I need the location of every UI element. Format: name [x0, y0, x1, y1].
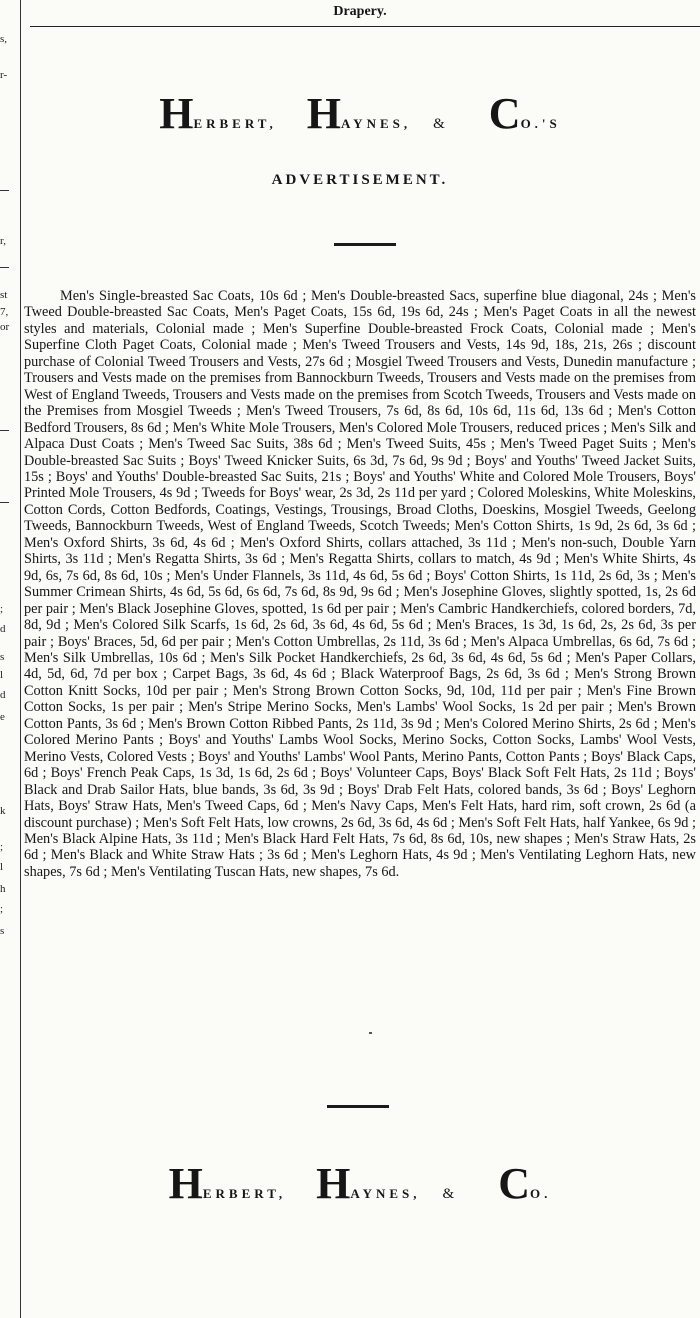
name-part: AYNES, — [340, 116, 412, 131]
margin-fragment: d — [0, 690, 6, 701]
margin-fragment: s, — [0, 34, 8, 45]
margin-rule — [0, 190, 9, 191]
header-rule — [30, 26, 700, 27]
margin-fragment: 7, — [0, 307, 9, 318]
name-part: ERBERT, — [202, 1186, 287, 1201]
left-column-strip — [0, 0, 21, 1318]
advertiser-name-bottom — [20, 1159, 700, 1208]
margin-rule — [0, 502, 9, 503]
advertisement-body: Men's Single-breasted Sac Coats, 10s 6d ; Men's Double-breasted Sacs, superfine blue diagonal, 24s ; Men's Tweed Double-breasted Sac Coats, Men's Paget Coats, 15s 6d, 19s 6d, 24s ; Men's Paget Coats in all the newest styles and materials, Colonial made ; Men's Superfine Double-breasted Frock Coats, Colonial made ; Men's Superfine Cloth Paget Coats, Colonial made ; Men's Tweed Trousers and Vests, 14s 9d, 18s, 21s, 26s ; discount purchase of Colonial Tweed Trousers and Vests, 27s 6d ; Mosgiel Tweed Trousers and Vests, Dunedin manufacture ; Trousers and Vests made on the premises from Bannockburn Tweeds, Trousers and Vests made on the premises from West of England Tweeds, Trousers and Vests made on the premises from Scotch Tweeds, Trousers and Vests made on the Premises from Mosgiel Tweeds ; Men's Tweed Trousers, 7s 6d, 8s 6d, 10s 6d, 11s 6d, 13s 6d ; Men's Cotton Bedford Trousers, 8s 6d ; Men's White Mole Trousers, Men's Colored Mole Trousers, reduced prices ; Men's Silk and Alpaca Dust Coats ; Men's Tweed Sac Suits, 38s 6d ; Men's Tweed Suits, 45s ; Men's Tweed Paget Suits ; Men's Double-breasted Sac Suits ; Boys' Tweed Knicker Suits, 6s 3d, 7s 6d, 9s 9d ; Boys' and Youths' Tweed Jacket Suits, 15s ; Boys' and Youths' Double-breasted Sac Suits, 21s ; Boys' and Youths' White and Colored Mole Trousers, Boys' Printed Mole Trousers, 4s 9d ; Tweeds for Boys' wear, 2s 3d, 2s 11d per yard ; Colored Moleskins, White Moleskins, Cotton Cords, Cotton Bedfords, Coatings, Vestings, Trousings, Broad Cloths, Doeskins, Mosgiel Tweeds, Geelong Tweeds, Bannockburn Tweeds, West of England Tweeds, Scotch Tweeds; Men's Cotton Shirts, 1s 9d, 2s 6d, 3s 6d ; Men's Oxford Shirts, 3s 6d, 4s 6d ; Men's Oxford Shirts, collars attached, 3s 11d ; Men's non-such, Double Yarn Shirts, 3s 11d ; Men's Regatta Shirts, 3s 6d ; Men's Regatta Shirts, collars to match, 4s 9d ; Men's White Shirts, 4s 9d, 6s, 7s 6d, 8s 6d, 10s ; Men's Under Flannels, 3s 11d, 4s 6d, 5s 6d ; Boys' Cotton Shirts, 1s 11d, 2s 6d, 3s ; Men's Summer Crimean Shirts, 4s 6d, 5s 6d, 6s 6d, 7s 6d, 8s 9d, 9s 6d ; Men's Josephine Gloves, slightly spotted, 1s, 2s 6d per pair ; Men's Black Josephine Gloves, spotted, 1s 6d per pair ; Men's Cambric Handkerchiefs, colored borders, 7d, 8d, 9d ; Men's Colored Silk Scarfs, 1s 6d, 2s 6d, 3s 6d, 4s 6d, 5s 6d ; Men's Braces, 1s 3d, 1s 6d, 2s, 2s 6d, 3s per pair ; Boys' Braces, 5d, 6d per pair ; Men's Cotton Umbrellas, 2s 11d, 3s 6d ; Men's Alpaca Umbrellas, 6s 6d, 7s 6d ; Men's Silk Umbrellas, 10s 6d ; Men's Silk Pocket Handkerchiefs, 2s 6d, 3s 6d, 4s 6d, 5s 6d ; Men's Paper Collars, 4d, 5d, 6d, 7d per box ; Carpet Bags, 3s 6d, 4s 6d ; Black Waterproof Bags, 2s 6d, 3s 6d ; Men's Strong Brown Cotton Knitt Socks, 10d per pair ; Men's Strong Brown Cotton Socks, 9d, 10d, 11d per pair ; Men's Fine Brown Cotton Socks, 1s per pair ; Men's Stripe Merino Socks, Men's Lambs' Wool Socks, 1s 2d per pair ; Men's Brown Cotton Pants, 3s 6d ; Men's Brown Cotton Ribbed Pants, 2s 11d, 3s 9d ; Men's Colored Merino Shirts, 2s 6d ; Men's Colored Merino Pants ; Boys' and Youths' Lambs Wool Socks, Merino Socks, Cotton Socks, Lambs' Wool Vests, Merino Vests, Colored Vests ; Boys' and Youths' Lambs' Wool Pants, Merino Pants, Cotton Pants ; Boys' Black Caps, 6d ; Boys' French Peak Caps, 1s 3d, 1s 6d, 2s 6d ; Boys' Volunteer Caps, Boys' Black Soft Felt Hats, 2s 11d ; Boys' Black and Drab Sailor Hats, blue bands, 3s 6d, 3s 9d ; Boys' Drab Felt Hats, colored bands, 3s 6d ; Boys' Leghorn Hats, Boys' Straw Hats, Men's Tweed Caps, 6d ; Men's Navy Caps, Men's Felt Hats, hard rim, soft crown, 2s 6d (a discount purchase) ; Men's Soft Felt Hats, low crowns, 2s 6d, 3s 6d, 4s 6d ; Men's Soft Felt Hats, half Yankee, 6s 9d ; Men's Black Alpine Hats, 3s 11d ; Men's Black Hard Felt Hats, 7s 6d, 8s 6d, 10s, new shapes ; Men's Straw Hats, 2s 6d ; Men's Black and White Straw Hats ; 3s 6d ; Men's Leghorn Hats, 4s 9d ; Men's Ventilating Leghorn Hats, new shapes, 7s 6d ; Men's Ventilating Tuscan Hats, new shapes, 7s 6d. — [24, 288, 696, 880]
initial-letter: H — [168, 1159, 203, 1208]
initial-letter: H — [316, 1159, 351, 1208]
margin-fragment: l — [0, 862, 4, 873]
initial-letter: C — [498, 1159, 530, 1208]
ampersand: & — [442, 1186, 455, 1202]
name-part: AYNES, — [350, 1186, 421, 1201]
section-heading: Drapery. — [333, 4, 387, 19]
initial-letter: C — [488, 89, 521, 138]
ornamental-rule — [334, 243, 396, 246]
margin-fragment: s — [0, 652, 5, 663]
margin-fragment: r- — [0, 70, 8, 81]
margin-fragment: h — [0, 884, 6, 895]
ornamental-rule — [327, 1105, 389, 1108]
margin-rule — [0, 430, 9, 431]
print-speck — [369, 1032, 372, 1034]
name-part: ERBERT, — [193, 116, 277, 131]
name-part: O. — [529, 1186, 552, 1201]
margin-fragment: ; — [0, 904, 4, 915]
margin-fragment: ; — [0, 604, 4, 615]
margin-fragment: k — [0, 806, 6, 817]
initial-letter: H — [306, 89, 341, 138]
margin-fragment: d — [0, 624, 6, 635]
margin-fragment: e — [0, 712, 5, 723]
ampersand: & — [433, 116, 445, 132]
margin-rule — [0, 267, 9, 268]
margin-fragment: s — [0, 926, 5, 937]
margin-fragment: st — [0, 290, 8, 301]
advertiser-name-top — [20, 89, 700, 138]
margin-fragment: l — [0, 670, 4, 681]
initial-letter: H — [159, 89, 194, 138]
margin-fragment: r, — [0, 236, 6, 247]
name-part: O.'S — [520, 116, 561, 131]
advertisement-heading: ADVERTISEMENT. — [271, 172, 449, 188]
margin-fragment: ; — [0, 842, 4, 853]
margin-fragment: or — [0, 322, 10, 333]
